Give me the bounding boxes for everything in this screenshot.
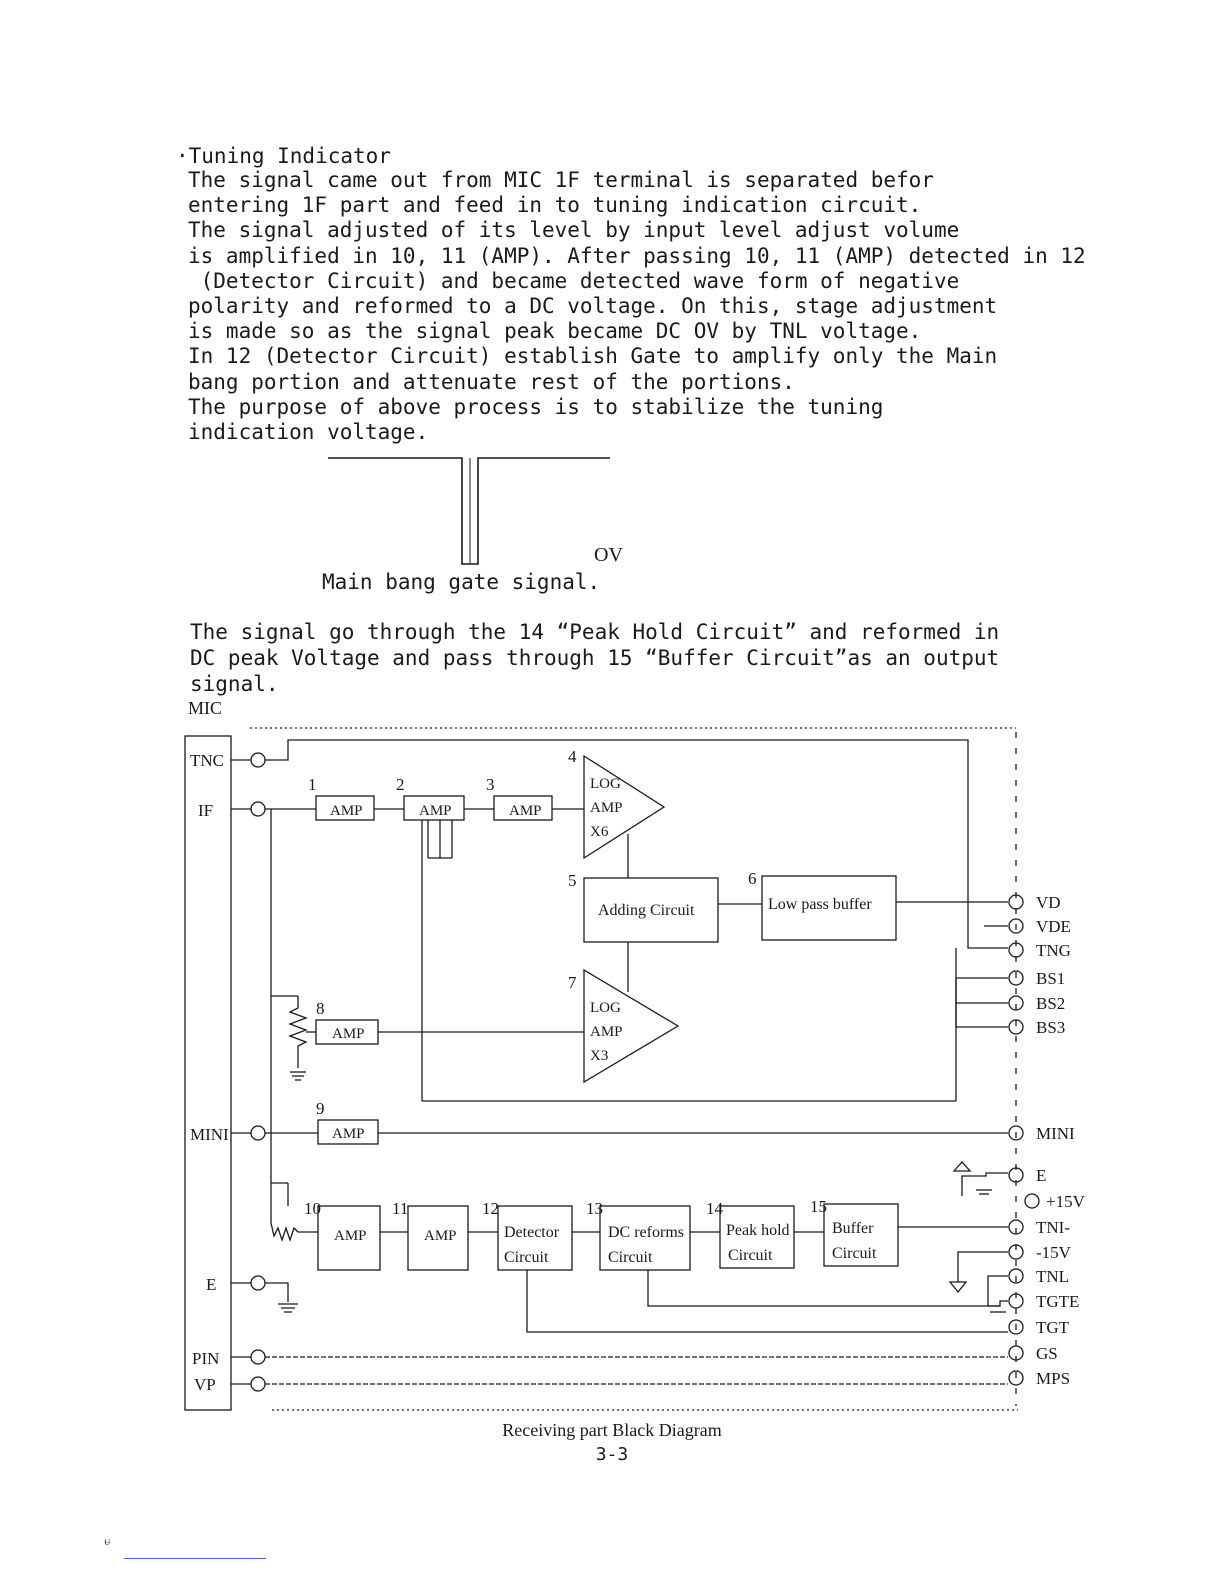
block-14-line2: Circuit — [728, 1247, 773, 1264]
gate-signal-waveform — [320, 452, 620, 572]
terminal-tnl-label: TNL — [1036, 1267, 1070, 1286]
terminal-e-out-node — [1009, 1168, 1023, 1182]
diagram-caption: Receiving part Black Diagram — [502, 1420, 722, 1440]
connector-strip — [185, 736, 231, 1410]
text-line: The signal go through the 14 “Peak Hold Circuit” and reformed in — [190, 620, 1000, 644]
block-12-line2: Circuit — [504, 1249, 549, 1266]
ov-label: OV — [594, 544, 623, 566]
terminal-plus15v-node — [1025, 1194, 1039, 1208]
text-line: is amplified in 10, 11 (AMP). After passing 10, 11 (AMP) detected in 12 — [188, 243, 1086, 268]
terminal-vd-label: VD — [1036, 893, 1061, 912]
text-line: bang portion and attenuate rest of the portions. — [188, 369, 795, 394]
block-7-line2: AMP — [590, 1024, 623, 1040]
block-15-number: 15 — [810, 1197, 827, 1216]
text-line: The purpose of above process is to stabilize the tuning — [188, 394, 884, 419]
terminal-vp-node — [251, 1377, 265, 1391]
block-10-label: AMP — [334, 1228, 367, 1244]
block-diagram — [170, 716, 1085, 1416]
bottom-rule — [124, 1558, 266, 1559]
terminal-tng-label: TNG — [1036, 941, 1071, 960]
block-10-number: 10 — [304, 1199, 321, 1218]
terminal-tgt-label: TGT — [1036, 1318, 1070, 1337]
block-7-line3: X3 — [590, 1048, 609, 1064]
block-3-label: AMP — [509, 803, 542, 819]
terminal-if-label: IF — [198, 801, 214, 820]
block-12-line1: Detector — [504, 1224, 560, 1241]
block-14-number: 14 — [706, 1199, 723, 1218]
text-line: entering 1F part and feed in to tuning indication circuit. — [188, 193, 922, 218]
terminal-e-node — [251, 1276, 265, 1290]
terminal-pin-node — [251, 1350, 265, 1364]
block-3-number: 3 — [486, 775, 495, 794]
text-line: The signal came out from MIC 1F terminal is separated befor — [188, 168, 934, 192]
block-12-number: 12 — [482, 1199, 499, 1218]
block-13-line2: Circuit — [608, 1249, 653, 1266]
gate-signal-caption: Main bang gate signal. — [322, 570, 601, 594]
block-9-label: AMP — [332, 1126, 365, 1142]
block-11-number: 11 — [392, 1199, 409, 1218]
text-line: In 12 (Detector Circuit) establish Gate to amplify only the Main — [188, 344, 998, 369]
terminal-bs1-label: BS1 — [1036, 969, 1066, 988]
block-7-line1: LOG — [590, 1000, 621, 1016]
level-adjust-volume — [290, 996, 306, 1068]
text-line: is made so as the signal peak became DC OV by TNL voltage. — [188, 319, 922, 344]
text-line: (Detector Circuit) and became detected wave form of negative — [188, 268, 960, 293]
terminal-tni-label: TNI- — [1036, 1218, 1070, 1237]
terminal-bs3-label: BS3 — [1036, 1018, 1066, 1037]
resistor-10 — [271, 1223, 318, 1240]
block-1-number: 1 — [308, 775, 317, 794]
terminal-vp-label: VP — [194, 1375, 216, 1394]
text-line: indication voltage. — [188, 420, 429, 445]
block-5-number: 5 — [568, 871, 577, 890]
tgt-feedback-line — [527, 1270, 1008, 1332]
terminal-tnc-node — [251, 753, 265, 767]
text-line: The signal adjusted of its level by input level adjust volume — [188, 218, 960, 243]
block-13-line1: DC reforms — [608, 1224, 684, 1241]
text-line: polarity and reformed to a DC voltage. On this, stage adjustment — [188, 294, 998, 319]
block-2-label: AMP — [419, 803, 452, 819]
terminal-plus15v-label: +15V — [1046, 1192, 1085, 1211]
terminal-minus15v-label: -15V — [1036, 1243, 1071, 1262]
block-9-number: 9 — [316, 1099, 325, 1118]
terminal-tnc-label: TNC — [190, 751, 224, 770]
terminal-mini-out-label: MINI — [1036, 1124, 1075, 1143]
mic-label: MIC — [188, 698, 223, 718]
text-line: DC peak Voltage and pass through 15 “Buffer Circuit”as an output — [190, 646, 1000, 670]
terminal-if-node — [251, 802, 265, 816]
terminal-e-out-label: E — [1036, 1166, 1047, 1185]
block-1-label: AMP — [330, 803, 363, 819]
terminal-pin-label: PIN — [192, 1349, 220, 1368]
terminal-vde-label: VDE — [1036, 917, 1071, 936]
block-4-line2: AMP — [590, 800, 623, 816]
block-15-line2: Circuit — [832, 1245, 877, 1262]
block-14-line1: Peak hold — [726, 1222, 790, 1239]
terminal-e-label: E — [206, 1275, 217, 1294]
page-number: 3-3 — [595, 1444, 629, 1465]
paragraph-tuning-indicator — [188, 168, 1148, 445]
text-line: signal. — [190, 672, 279, 696]
block-13-number: 13 — [586, 1199, 603, 1218]
scan-mark: ᵾ — [104, 1534, 111, 1548]
terminal-tgte-label: TGTE — [1036, 1292, 1080, 1311]
terminal-mps-label: MPS — [1036, 1369, 1071, 1388]
block-4-line1: LOG — [590, 776, 621, 792]
terminal-bs2-label: BS2 — [1036, 994, 1066, 1013]
block-2-number: 2 — [396, 775, 405, 794]
block-4-line3: X6 — [590, 824, 609, 840]
block-4-number: 4 — [568, 747, 577, 766]
section-heading: ·Tuning Indicator — [176, 144, 391, 168]
block-6-label: Low pass buffer — [768, 896, 872, 913]
block-11-label: AMP — [424, 1228, 457, 1244]
block-5-label: Adding Circuit — [598, 902, 695, 919]
block-6-number: 6 — [748, 869, 757, 888]
paragraph-peak-hold — [190, 619, 1150, 697]
block-8-label: AMP — [332, 1026, 365, 1042]
block-7-number: 7 — [568, 973, 577, 992]
terminal-gs-label: GS — [1036, 1344, 1058, 1363]
block-15-line1: Buffer — [832, 1220, 874, 1237]
block-8-number: 8 — [316, 999, 325, 1018]
terminal-mini-node — [251, 1126, 265, 1140]
terminal-mini-label: MINI — [190, 1125, 229, 1144]
